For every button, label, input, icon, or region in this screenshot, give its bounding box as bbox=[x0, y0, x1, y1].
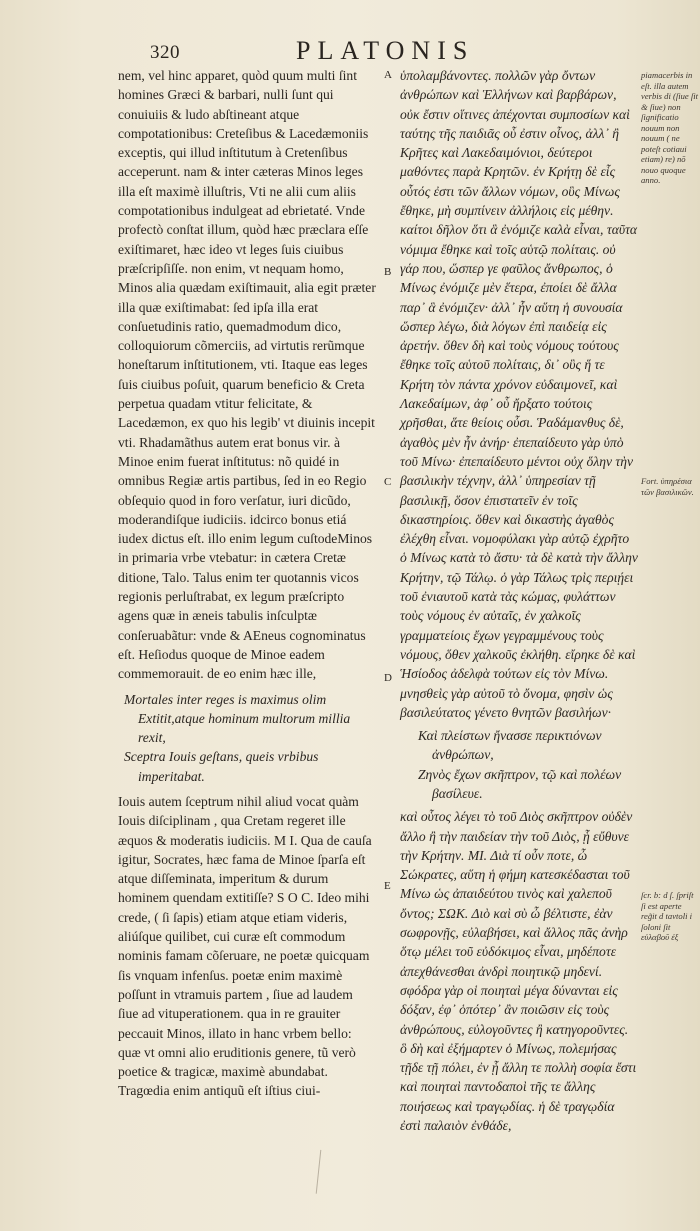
latin-paragraph: nem, vel hinc apparet, quòd quum multi ſint homines Græci & barbari, nulli ſunt qui conuiuiis & ludo abſtineant atque compotationibus: Creteſibus & Lacedæmoniis exceptis, qui illud inſtitutum à Cretenſibus acceperunt. nam & inter cæteras Minos leges illa eſt maximè illuſtris, Vti ne alii cum aliis compotationibus indulgeat ad ebrietaté. Vnde profectò conſtat illum, quòd hæc præclara eſſe exiſtimaret, hæc ideo vt leges ſuis ciuibus præſcripſiſſe. non enim, vt nequam homo, Minos alia quædam exiſtimauit, alia egit præter illa quæ exiſtimabat: ſed ipſa illa erat conſuetudinis ratio, quemadmodum dico, colloquiorum cõmerciis, ad virtutis rerũmque honeſtarum inſtitutionem, vti. Itaque eas leges ſuis ciuibus poſuit, quarum beneficio & Creta perpetua quadam vtitur felicitate, & Lacedæmon, ex quo his legib' vt diuinis incepit vti. Rhadamãthus autem erat bonus vir. à Minoe enim fuerat inſtitutus: nõ quidé in omnibus Regiæ artis partibus, ſed in eo Regio obſequio quod in foro verſatur, iuri dicũdo, moderandiſque iudiciis. idcirco bonus etiá iudex dictus eſt. illo enim legum cuſtodeMinos in primaria vrbe vtebatur: in cætera Cretæ ditione, Talo. Talus enim ter quotannis vicos regionis perluſtrabat, ex legum præſcripto agens quæ in æneis tabulis inſculptæ conſeruabãtur: vnde & AEneus cognominatus eſt. Heſiodus quoque de Minoe eadem commemorauit. de eo enim hæc ille, bbox=[118, 68, 376, 682]
section-marker-c: C bbox=[384, 476, 392, 488]
latin-verse-line: Mortales inter reges is maximus olim Extitit,atque hominum multorum millia rexit, bbox=[124, 691, 351, 746]
margin-note: ſcr. b: d ſ. ſpriſt ſi est aperte reg̃it d tavtoli i ſoloni ſit εὐλαβοῦ ἐξ bbox=[641, 890, 694, 942]
section-marker-d: D bbox=[384, 672, 392, 684]
greek-verse-line: Καὶ πλείστων ἤνασσε περικτιόνων ἀνθρώπων, bbox=[418, 728, 602, 763]
ink-mark bbox=[316, 1150, 326, 1194]
greek-column bbox=[400, 66, 638, 1135]
latin-paragraph: Iouis autem ſceptrum nihil aliud vocat quàm Iouis diſciplinam , qua Cretam regeret ille æquos & moderatis iudiciis. M I. Qua de cauſa igitur, Socrates, hæc fama de Minoe ſparſa eſt atque diſſeminata, imperitum & durum hominem quendam extitiſſe? S O C. Ideo mihi crede, ( ſi ſapis) etiam atque etiam videris, aliúſque quilibet, cui curæ eſt commodum nominis famam cõſeruare, ne poetæ quicquam ſis vnquam infenſus. poetæ enim maximè poſſunt in vtramuis partem , ſiue ad laudem ſiue ad vituperationem. qua in re grauiter peccauit Minos, illato in hanc vrbem bello: quæ vt omni alio eruditionis genere, tũ verò poetice & tragicæ, maximè abundabat. Tragœdia enim antiquũ eſt iſtius ciui- bbox=[118, 793, 372, 1099]
greek-verse bbox=[418, 726, 638, 803]
greek-paragraph: καὶ οὗτος λέγει τὸ τοῦ Διὸς σκῆπτρον οὐδὲν ἄλλο ἢ τὴν παιδείαν τὴν τοῦ Διὸς, ᾗ εὔθυνε τὴν Κρήτην. ΜΙ. Διὰ τί οὖν ποτε, ὦ Σώκρατες, αὕτη ἡ φήμη κατεσκέδασται τοῦ Μίνω ὡς ἀπαιδεύτου τινὸς καὶ χαλεποῦ ὄντος; ΣΩΚ. Διὸ καὶ σὺ ὦ βέλτιστε, ἐὰν σωφρονῇς, εὐλαβήσει, καὶ ἄλλος πᾶς ἀνὴρ ὅτῳ μέλει τοῦ εὐδόκιμος εἶναι, μηδέποτε ἀπεχθάνεσθαι ἀνδρὶ ποιητικῷ μηδενί. σφόδρα γὰρ οἱ ποιηταὶ μέγα δύνανται εἰς δόξαν, ἐφ᾽ ὁπότερ᾽ ἂν ποιῶσιν εἰς τοὺς ἀνθρώπους, εὐλογοῦντες ἢ κατηγοροῦντες. ὃ δὴ καὶ ἐξήμαρτεν ὁ Μίνως, πολεμήσας τῇδε τῇ πόλει, ἐν ᾗ ἄλλη τε πολλὴ σοφία ἔστι καὶ ποιηταὶ παντοδαποὶ τῆς τε ἄλλης ποιήσεως καὶ τραγῳδίας. ἡ δὲ τραγῳδία ἐστὶ παλαιὸν ἐνθάδε, bbox=[400, 809, 637, 1134]
page-number: 320 bbox=[150, 42, 180, 63]
latin-column bbox=[118, 66, 376, 1101]
latin-verse-line: Sceptra Iouis geſtans, queis vrbibus imperitabat. bbox=[124, 749, 319, 784]
margin-note: Fort. ὑπηρέσια τῶν βασιλικῶν. bbox=[641, 476, 694, 497]
section-marker-a: A bbox=[384, 69, 392, 81]
running-head: PLATONIS bbox=[296, 36, 475, 65]
greek-paragraph: ὑπολαμβάνοντες. πολλῶν γὰρ ὄντων ἀνθρώπων καὶ Ἑλλήνων καὶ βαρβάρων, οὐκ ἔστιν οἵτινες ἀπέχονται συμποσίων καὶ ταύτης τῆς παιδιᾶς οὗ ἐστιν οἶνος, ἀλλ᾽ ἢ Κρῆτες καὶ Λακεδαιμόνιοι, δεύτεροι μαθόντες παρὰ Κρητῶν. ἐν Κρήτῃ δὲ εἷς οὗτός ἐστι τῶν ἄλλων νόμων, οὓς Μίνως ἔθηκε, μὴ συμπίνειν ἀλλήλοις εἰς μέθην. καίτοι δῆλον ὅτι ἃ ἐνόμιζε καλὰ εἶναι, ταῦτα νόμιμα ἔθηκε καὶ τοῖς αὑτῷ πολίταις. οὐ γάρ που, ὥσπερ γε φαῦλος ἄνθρωπος, ὁ Μίνως ἐνόμιζε μὲν ἕτερα, ἐποίει δὲ ἄλλα παρ᾽ ἃ ἐνόμιζεν· ἀλλ᾽ ἦν αὕτη ἡ συνουσία ὥσπερ λέγω, διὰ λόγων ἐπὶ παιδείᾳ εἰς ἀρετήν. ὅθεν δὴ καὶ τοὺς νόμους τούτους ἔθηκε τοῖς αὑτοῦ πολίταις, δι᾽ οὓς ἥ τε Κρήτη τὸν πάντα χρόνον εὐδαιμονεῖ, καὶ Λακεδαίμων, ἀφ᾽ οὗ ἤρξατο τούτοις χρῆσθαι, ἅτε θείοις οὖσι. Ῥαδάμανθυς δὲ, ἀγαθὸς μὲν ἦν ἀνήρ· ἐπεπαίδευτο γὰρ ὑπὸ τοῦ Μίνω· ἐπεπαίδευτο μέντοι οὐχ ὅλην τὴν βασιλικὴν τέχνην, ἀλλ᾽ ὑπηρεσίαν τῇ βασιλικῇ, ὅσον ἐπιστατεῖν ἐν τοῖς δικαστηρίοις. ὅθεν καὶ δικαστὴς ἀγαθὸς ἐλέχθη εἶναι. νομοφύλακι γὰρ αὐτῷ ἐχρῆτο ὁ Μίνως κατὰ τὸ ἄστυ· τὰ δὲ κατὰ τὴν ἄλλην Κρήτην, τῷ Τάλῳ. ὁ γὰρ Τάλως τρὶς περιῄει τοῦ ἐνιαυτοῦ κατὰ τὰς κώμας, φυλάττων τοὺς νόμους ἐν αὐταῖς, ἐν χαλκοῖς γραμματείοις ἔχων γεγραμμένους τοὺς νόμους, ὅθεν χαλκοῦς ἐκλήθη. εἴρηκε δὲ καὶ Ἡσίοδος ἀδελφὰ τούτων εἰς τὸν Μίνω. μνησθεὶς γὰρ αὐτοῦ τὸ ὄνομα, φησὶν ὡς βασιλεύτατος γένετο θνητῶν βασιλήων· bbox=[400, 68, 638, 720]
section-marker-e: E bbox=[384, 880, 391, 892]
greek-verse-line: Ζηνὸς ἔχων σκῆπτρον, τῷ καὶ πολέων βασίλευε. bbox=[418, 766, 622, 801]
section-marker-b: B bbox=[384, 266, 392, 278]
page-header bbox=[0, 36, 700, 64]
latin-verse bbox=[124, 690, 376, 786]
margin-note: piamacerbis in eſt. illa autem verbis di (ſiue ſit & ſiue) non ſignificatio nouum non nouum ( ne poteſt cotiaui etiam) re) nō nouo quoque anno. bbox=[641, 70, 699, 185]
